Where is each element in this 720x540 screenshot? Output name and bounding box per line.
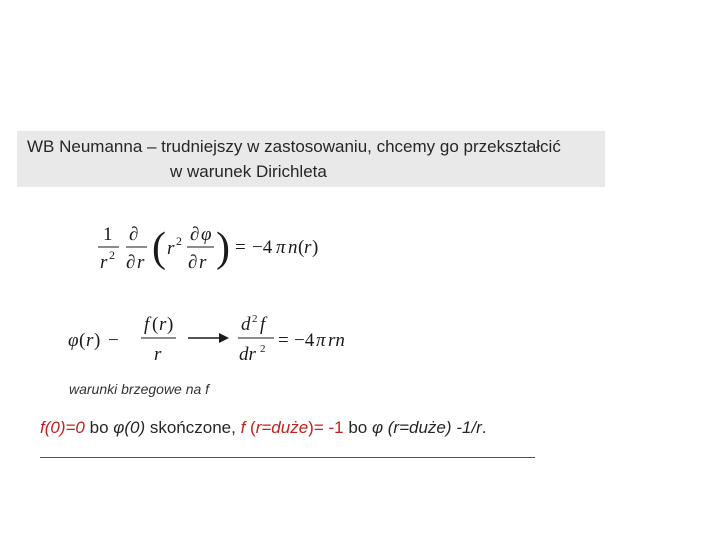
bc-f-limit: )= -1 — [308, 418, 344, 437]
svg-text:dr: dr — [239, 344, 256, 365]
svg-text:∂: ∂ — [126, 252, 136, 273]
bc-phi: φ — [371, 418, 384, 437]
svg-text:): ) — [94, 330, 101, 351]
boundary-conditions-line — [40, 418, 487, 438]
svg-text:=: = — [235, 237, 246, 258]
svg-text:(: ( — [79, 330, 86, 351]
svg-text:2: 2 — [176, 234, 182, 248]
header-line-2: w warunek Dirichleta — [170, 162, 327, 181]
svg-text:r: r — [154, 344, 162, 365]
header-line-1: WB Neumanna – trudniejszy w zastosowaniu, chcemy go przekształcić — [27, 137, 561, 156]
svg-text:rn: rn — [328, 330, 345, 351]
svg-text:π: π — [316, 330, 326, 351]
bc-phi-zero: φ(0) — [113, 418, 146, 437]
svg-text:2: 2 — [252, 313, 258, 325]
svg-text:r: r — [137, 252, 145, 273]
svg-text:): ) — [167, 314, 174, 335]
svg-text:2: 2 — [109, 248, 115, 262]
svg-text:2: 2 — [260, 343, 266, 355]
svg-text:r: r — [199, 252, 207, 273]
svg-text:(: ( — [152, 314, 159, 335]
bc-text: skończone, — [145, 418, 241, 437]
svg-text:f: f — [144, 314, 150, 335]
svg-text:∂: ∂ — [190, 224, 200, 245]
svg-text:−4: −4 — [252, 237, 273, 258]
svg-text:d: d — [241, 314, 251, 335]
bc-f-zero: f(0)=0 — [40, 418, 85, 437]
svg-text:(: ( — [298, 237, 305, 258]
bc-f: f — [240, 418, 246, 437]
svg-text:=: = — [278, 330, 289, 351]
bc-r-large: r=duże — [255, 418, 309, 437]
svg-text:f: f — [260, 314, 266, 335]
svg-text:1: 1 — [103, 224, 113, 245]
svg-text:π: π — [276, 237, 286, 258]
bc-text: ( — [245, 418, 256, 437]
bc-phi-limit: (r=duże) -1/r — [383, 418, 482, 437]
svg-text:∂: ∂ — [188, 252, 198, 273]
svg-text:φ: φ — [68, 330, 79, 351]
svg-text:): ) — [216, 225, 230, 271]
svg-text:φ: φ — [201, 224, 212, 245]
poisson-equation — [95, 218, 365, 276]
bc-text: bo — [343, 418, 372, 437]
svg-text:(: ( — [152, 225, 166, 271]
red-underline — [40, 457, 535, 458]
svg-text:n: n — [288, 237, 298, 258]
svg-text:r: r — [86, 330, 94, 351]
substitution-equation — [66, 308, 366, 370]
svg-text:r: r — [167, 238, 175, 259]
svg-text:): ) — [312, 237, 319, 258]
bc-text: bo — [84, 418, 114, 437]
svg-text:−4: −4 — [294, 330, 315, 351]
svg-text:r: r — [100, 252, 108, 273]
svg-text:r: r — [304, 237, 312, 258]
svg-text:r: r — [159, 314, 167, 335]
svg-text:−: − — [108, 330, 119, 351]
svg-text:∂: ∂ — [129, 224, 139, 245]
boundary-conditions-caption: warunki brzegowe na f — [69, 381, 210, 397]
bc-period: . — [481, 418, 487, 437]
